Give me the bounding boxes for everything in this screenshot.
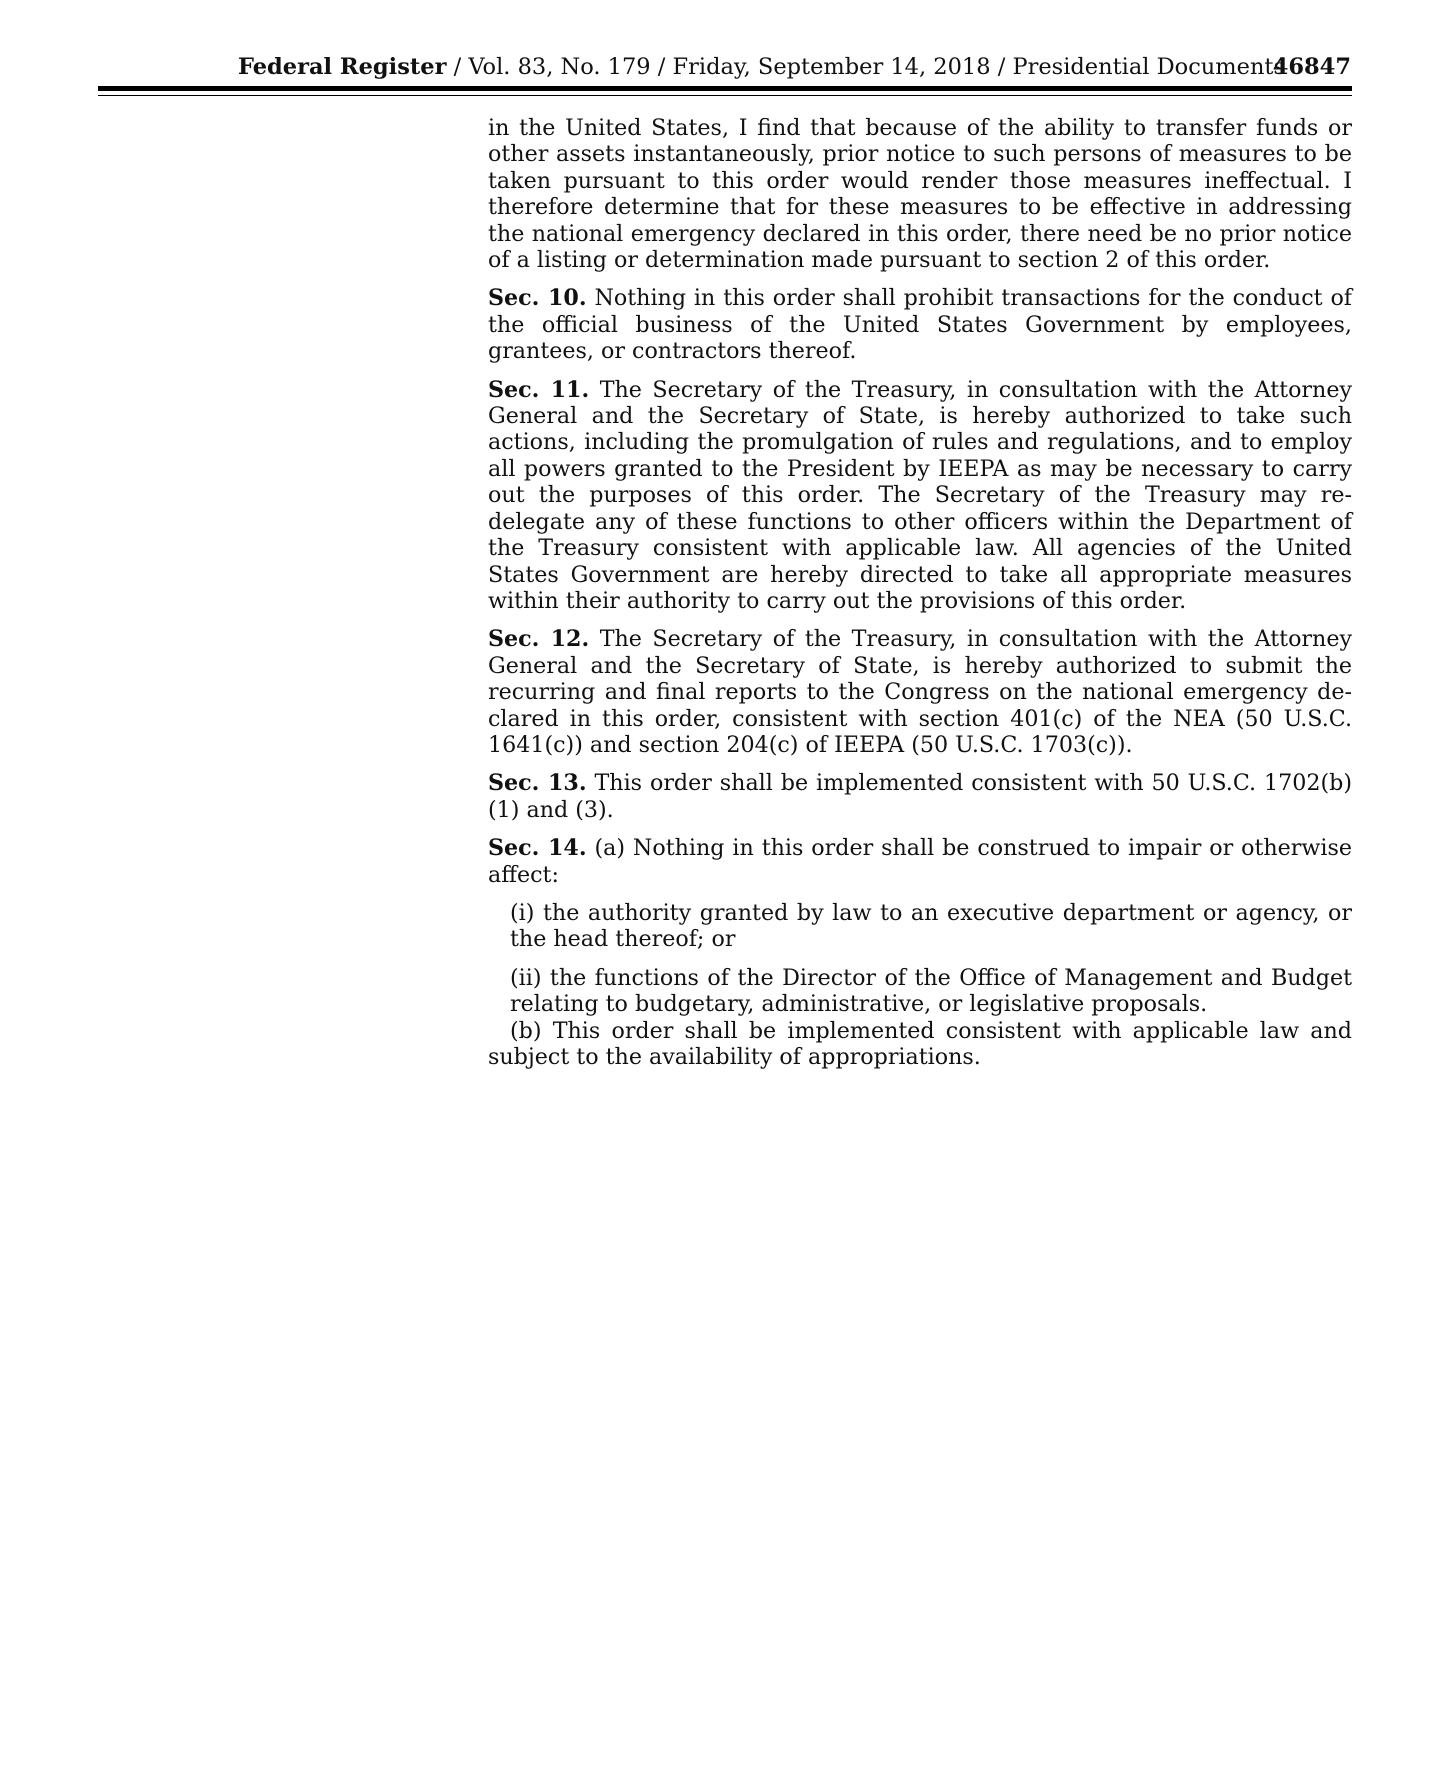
sub-item-ii [488, 965, 1352, 1018]
section-label: Sec. 10. [488, 285, 587, 312]
section-text: This order shall be implemented consistent with 50 U.S.C. 1702(b)(1) and (3). [488, 770, 1352, 823]
section-label: Sec. 14. [488, 835, 587, 862]
paragraph-text: (b) This order shall be implemented consistent with applicable law and subject to the availability of appropriations. [488, 1017, 1352, 1070]
header-separator: / [650, 54, 673, 80]
section-label: Sec. 12. [488, 626, 590, 653]
section-label: Sec. 11. [488, 376, 590, 403]
body-column [488, 115, 1352, 1082]
header-separator: / [990, 54, 1013, 80]
sub-item-text: (ii) the functions of the Director of the Office of Management and Budget relating to budgetary, administrative, or legislative proposals. [510, 964, 1352, 1018]
section-12 [488, 626, 1352, 758]
sub-item-i [488, 900, 1352, 953]
publication-name: Federal Register [238, 54, 447, 80]
header-rule-thick [98, 86, 1352, 91]
section-11 [488, 377, 1352, 615]
page-number: 46847 [1272, 54, 1351, 80]
header-separator: / [446, 54, 469, 80]
paragraph-text: in the United States, I find that because of the ability to transfer funds or other assets instantaneously, prior notice to such persons of measures to be taken pursuant to this order would render those measures ineffectual. I therefore determine that for these measures to be effective in addressing the national emergency declared in this order, there need be no prior notice of a listing or determination made pursuant to section 2 of this order. [488, 115, 1352, 274]
section-text: The Secretary of the Treasury, in consultation with the Attorney General and the Secretary of State, is hereby authorized to submit the recurring and final reports to the Congress on the national emergency declared in this order, consistent with section 401(c) of the NEA (50 U.S.C. 1641(c)) and section 204(c) of IEEPA (50 U.S.C. 1703(c)). [488, 626, 1352, 758]
paragraph-continuation [488, 115, 1352, 273]
section-10 [488, 285, 1352, 364]
section-text: Nothing in this order shall prohibit transactions for the conduct of the official business of the United States Government by employees, grantees, or contractors thereof. [488, 285, 1353, 365]
section-14 [488, 835, 1352, 888]
section-13 [488, 770, 1352, 823]
header-masthead [238, 50, 1285, 84]
section-text: (a) Nothing in this order shall be construed to impair or otherwise affect: [488, 835, 1352, 888]
section-label: Sec. 13. [488, 770, 587, 797]
document-section: Presidential Documents [1012, 54, 1286, 80]
header-rule-thin [98, 95, 1352, 96]
issue-date: Friday, September 14, 2018 [672, 54, 991, 80]
sub-item-text: (i) the authority granted by law to an executive department or agency, or the head thereof; or [510, 899, 1352, 953]
volume-info: Vol. 83, No. 179 [468, 54, 651, 80]
section-text: The Secretary of the Treasury, in consultation with the Attorney General and the Secretary of State, is hereby authorized to take such actions, including the promulgation of rules and regulations, and to employ all powers granted to the President by IEEPA as may be necessary to carry out the purposes of this order. The Secretary of the Treasury may re-delegate any of these functions to other officers within the Department of the Treasury consistent with applicable law. All agencies of the United States Government are hereby directed to take all appropriate measures within their authority to carry out the provisions of this order. [488, 376, 1352, 614]
section-14-b [488, 1018, 1352, 1071]
page-header [238, 50, 1351, 84]
